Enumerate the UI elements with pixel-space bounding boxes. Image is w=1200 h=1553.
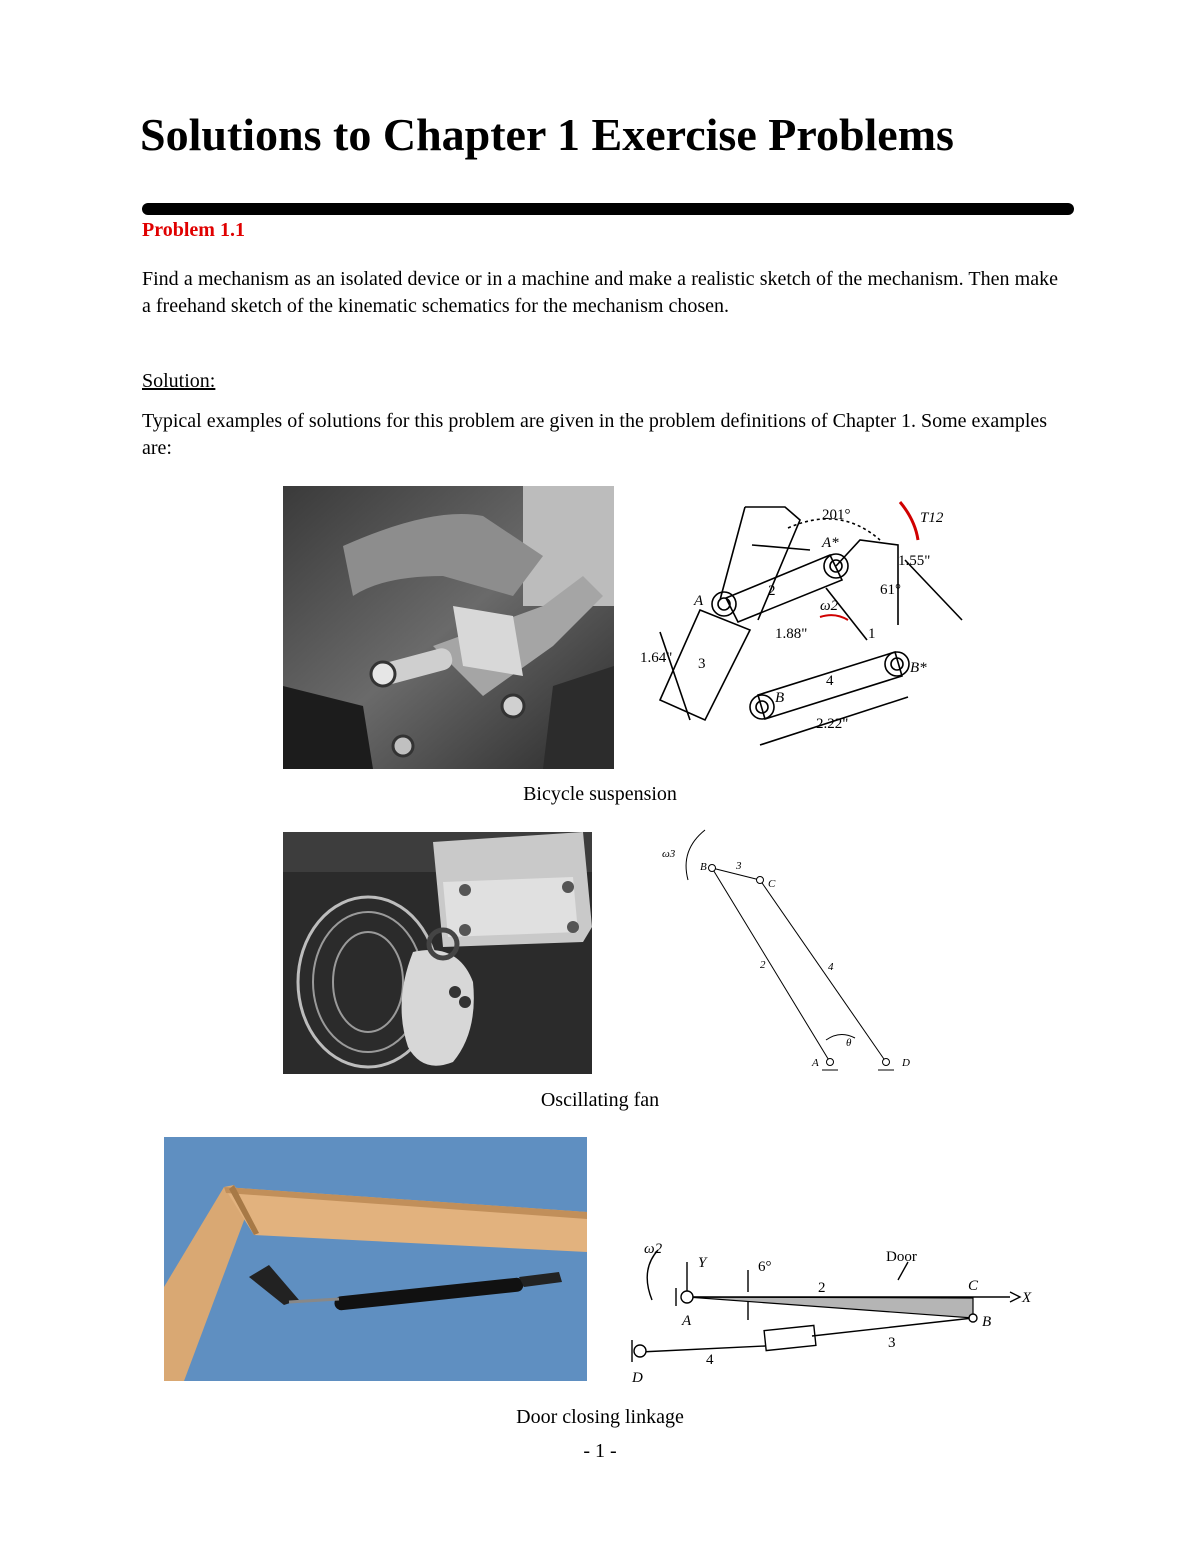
problem-statement: Find a mechanism as an isolated device or in a machine and make a realistic sketch of the mechanism. Then make a freehand sketch of the kinematic schematics for the mechanism chosen. xyxy=(142,268,1058,317)
caption-bicycle-suspension: Bicycle suspension xyxy=(523,783,677,805)
bicycle-suspension-schematic xyxy=(630,492,970,762)
label-link-1: 1 xyxy=(868,626,876,642)
title-rule xyxy=(142,203,1074,215)
label-link-2: 2 xyxy=(768,583,776,599)
label-link-4: 4 xyxy=(706,1352,714,1368)
label-door: Door xyxy=(886,1249,917,1265)
label-link-3: 3 xyxy=(736,860,742,872)
label-omega-2: ω2 xyxy=(820,598,839,614)
page-title: Solutions to Chapter 1 Exercise Problems xyxy=(140,109,954,160)
label-c: C xyxy=(968,1278,979,1294)
label-omega-2: ω2 xyxy=(644,1241,663,1257)
problem-heading: Problem 1.1 xyxy=(142,219,245,241)
label-b: B xyxy=(775,690,785,706)
label-a-star: A* xyxy=(822,535,839,551)
caption-door-closing-linkage: Door closing linkage xyxy=(516,1406,684,1428)
label-y: Y xyxy=(698,1255,707,1271)
label-c: C xyxy=(768,878,776,890)
label-dim-164: 1.64" xyxy=(640,650,673,666)
label-link-3: 3 xyxy=(698,656,706,672)
label-omega-3: ω3 xyxy=(662,848,676,860)
bicycle-suspension-photo xyxy=(283,486,614,769)
label-dim-222: 2.22" xyxy=(816,716,849,732)
label-link-4: 4 xyxy=(828,961,834,973)
label-dim-188: 1.88" xyxy=(775,626,808,642)
label-b-star: B* xyxy=(910,660,927,676)
caption-oscillating-fan: Oscillating fan xyxy=(540,1089,660,1111)
label-d: D xyxy=(632,1370,643,1386)
label-torque: T12 xyxy=(920,510,944,526)
label-link-2: 2 xyxy=(818,1280,826,1296)
oscillating-fan-photo xyxy=(283,832,592,1074)
label-angle-6: 6° xyxy=(758,1259,772,1275)
label-angle-201: 201° xyxy=(822,507,851,523)
solution-text: Typical examples of solutions for this problem are given in the problem definitions of Chapter 1. Some examples are: xyxy=(142,410,1048,459)
door-closer-photo xyxy=(164,1137,587,1381)
label-link-4: 4 xyxy=(826,673,834,689)
label-dim-155: 1.55" xyxy=(898,553,931,569)
label-d: D xyxy=(902,1057,910,1069)
oscillating-fan-schematic xyxy=(650,822,930,1082)
label-angle-61: 61° xyxy=(880,582,901,598)
label-a: A xyxy=(694,593,704,609)
label-link-3: 3 xyxy=(888,1335,896,1351)
label-b: B xyxy=(700,861,707,873)
label-b: B xyxy=(982,1314,992,1330)
label-a: A xyxy=(682,1313,692,1329)
page-number: - 1 - xyxy=(583,1440,617,1462)
door-closer-schematic xyxy=(615,1232,1055,1392)
solution-heading: Solution: xyxy=(142,370,216,392)
label-theta: θ xyxy=(846,1037,852,1049)
label-a: A xyxy=(812,1057,819,1069)
label-link-2: 2 xyxy=(760,959,766,971)
label-x: X xyxy=(1022,1290,1032,1306)
